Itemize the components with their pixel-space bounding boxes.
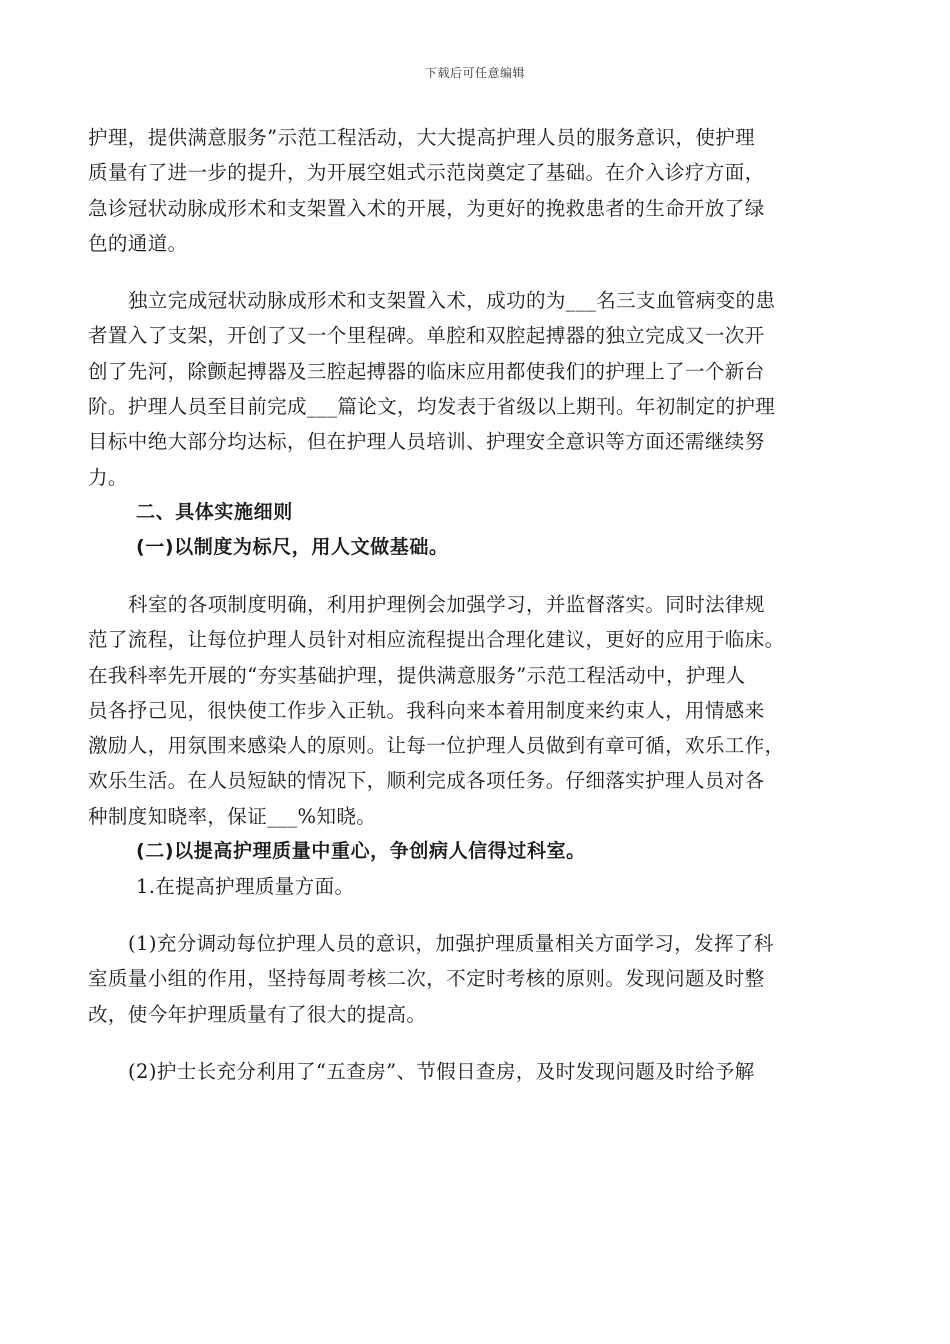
text-line: 护理，提供满意服务”示范工程活动，大大提高护理人员的服务意识，使护理 [88, 126, 756, 149]
item-heading: 1.在提高护理质量方面。 [136, 875, 355, 899]
text-line: 目标中绝大部分均达标，但在护理人员培训、护理安全意识等方面还需继续努 [88, 430, 765, 454]
text-line: 激励人，用氛围来感染人的原则。让每一位护理人员做到有章可循，欢乐工作， [88, 734, 785, 758]
document-body [88, 120, 862, 1089]
text-line: 力。 [88, 465, 128, 489]
text-line: 创了先河，除颤起搏器及三腔起搏器的临床应用都使我们的护理上了一个新台 [88, 359, 765, 383]
text-line: 欢乐生活。在人员短缺的情况下，顺利完成各项任务。仔细落实护理人员对各 [88, 769, 765, 793]
subsection-heading-1: (一)以制度为标尺，用人文做基础。 [136, 535, 449, 558]
text-line: 改，使今年护理质量有了很大的提高。 [88, 1002, 427, 1026]
paragraph-2 [88, 283, 862, 495]
text-line: (2)护士长充分利用了“五查房”、节假日查房，及时发现问题及时给予解 [128, 1059, 755, 1083]
text-line: 科室的各项制度明确，利用护理例会加强学习，并监督落实。同时法律规 [128, 592, 765, 616]
paragraph-5 [88, 1054, 862, 1089]
page-header: 下载后可任意编辑 [424, 66, 525, 80]
text-line: 者置入了支架，开创了又一个里程碑。单腔和双腔起搏器的独立完成又一次开 [88, 324, 765, 348]
text-line: (1)充分调动每位护理人员的意识，加强护理质量相关方面学习，发挥了科 [128, 932, 774, 956]
paragraph-1 [88, 120, 862, 261]
text-line: 在我科率先开展的“夯实基础护理，提供满意服务”示范工程活动中，护理人 [88, 663, 746, 687]
paragraph-3 [88, 587, 862, 834]
section-heading: 二、具体实施细则 [136, 500, 293, 523]
text-line: 范了流程，让每位护理人员针对相应流程提出合理化建议，更好的应用于临床。 [88, 628, 785, 652]
paragraph-4 [88, 926, 862, 1032]
text-line: 质量有了进一步的提升，为开展空姐式示范岗奠定了基础。在介入诊疗方面， [88, 161, 765, 185]
subsection-heading-2: (二)以提高护理质量中重心，争创病人信得过科室。 [136, 840, 586, 863]
text-line: 种制度知晓率，保证___%知晓。 [88, 804, 377, 828]
text-line: 急诊冠状动脉成形术和支架置入术的开展，为更好的挽救患者的生命开放了绿 [88, 196, 765, 220]
text-line: 阶。护理人员至目前完成___篇论文，均发表于省级以上期刊。年初制定的护理 [88, 395, 776, 419]
text-line: 色的通道。 [88, 231, 188, 255]
text-line: 独立完成冠状动脉成形术和支架置入术，成功的为___名三支血管病变的患 [128, 289, 776, 313]
text-line: 室质量小组的作用，坚持每周考核二次，不定时考核的原则。发现问题及时整 [88, 967, 765, 991]
text-line: 员各抒己见，很快使工作步入正轨。我科向来本着用制度来约束人，用情感来 [88, 698, 765, 722]
